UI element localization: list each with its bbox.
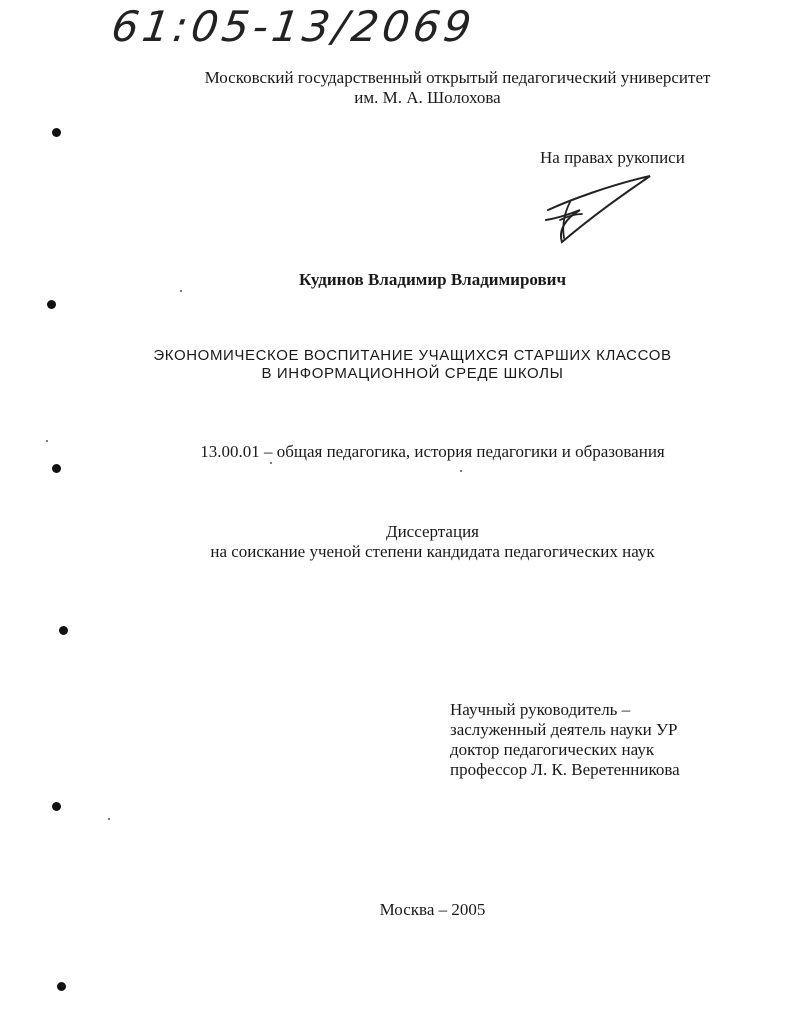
signature [540, 170, 660, 250]
punch-hole-mark [52, 464, 61, 473]
scan-speck [108, 818, 110, 820]
supervisor-honor: заслуженный деятель науки УР [450, 720, 678, 739]
university-name: Московский государственный открытый педагогический университет [204, 68, 711, 87]
degree-statement: на соискание ученой степени кандидата педагогических наук [210, 542, 655, 561]
scan-speck [270, 462, 272, 464]
punch-hole-mark [52, 802, 61, 811]
scan-speck [180, 290, 182, 292]
supervisor-label: Научный руководитель – [450, 700, 631, 719]
scan-speck [460, 470, 462, 472]
document-type: Диссертация [385, 522, 479, 541]
author-name: Кудинов Владимир Владимирович [298, 270, 567, 289]
thesis-title-line-1: ЭКОНОМИЧЕСКОЕ ВОСПИТАНИЕ УЧАЩИХСЯ СТАРШИХ КЛАССОВ [153, 347, 672, 364]
scan-speck [46, 440, 48, 442]
city-year: Москва – 2005 [379, 900, 486, 919]
supervisor-name: профессор Л. К. Веретенникова [450, 760, 680, 779]
punch-hole-mark [47, 300, 56, 309]
punch-hole-mark [59, 626, 68, 635]
thesis-title-line-2: В ИНФОРМАЦИОННОЙ СРЕДЕ ШКОЛЫ [261, 365, 564, 382]
archive-code: 61:05-13/2069 [108, 2, 479, 51]
specialty-code: 13.00.01 – общая педагогика, история педагогики и образования [200, 442, 665, 461]
supervisor-degree: доктор педагогических наук [450, 740, 655, 759]
punch-hole-mark [52, 128, 61, 137]
punch-hole-mark [57, 982, 66, 991]
university-honorific: им. М. А. Шолохова [354, 88, 501, 107]
manuscript-rights-note: На правах рукописи [540, 148, 685, 167]
